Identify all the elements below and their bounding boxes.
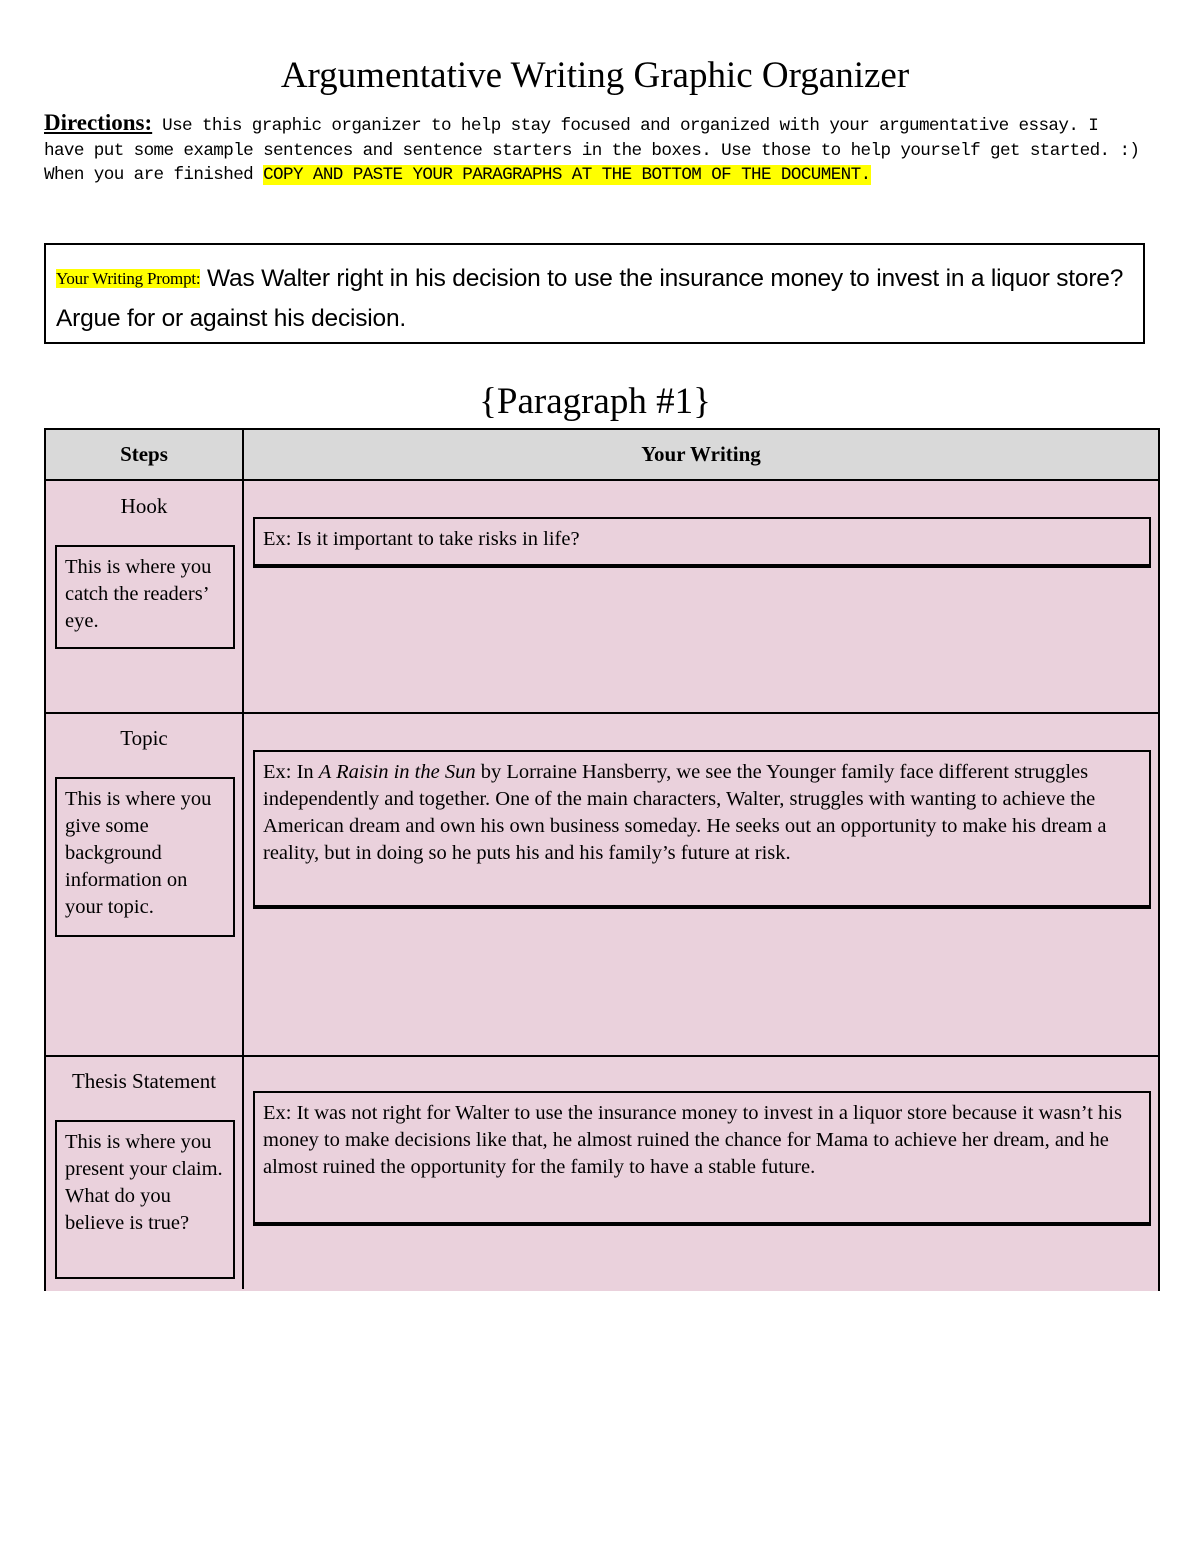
table-header-row: [46, 430, 1158, 481]
example-box-topic[interactable]: [253, 750, 1151, 907]
table-row-hook: [46, 481, 1158, 714]
header-your-writing: Your Writing: [641, 442, 761, 466]
paragraph-heading: {Paragraph #1}: [479, 381, 711, 422]
example-box-hook[interactable]: Ex: Is it important to take risks in life?: [253, 517, 1151, 566]
directions-text: Use this graphic organizer to help stay focused and organized with your argumentative essay. I have put some example sentences and sentence starters in the boxes. Use those to help yourself get started. :) When you are finished: [44, 116, 1140, 185]
step-description-topic: This is where you give some background information on your topic.: [55, 777, 235, 937]
document-title: Argumentative Writing Graphic Organizer: [280, 55, 910, 96]
example-topic-rest: by Lorraine Hansberry, we see the Younger family face different struggles independently and together. One of the main characters, Walter, struggles with wanting to achieve the American dream and own his own business someday. He seeks out an opportunity to make his dream a reality, but in doing so he puts his and his family’s future at risk.: [263, 761, 1107, 864]
writing-prompt-label: Your Writing Prompt:: [56, 269, 201, 288]
writing-prompt-box: [44, 243, 1145, 344]
writing-prompt: [56, 265, 1123, 332]
header-steps: Steps: [120, 442, 168, 466]
step-title-hook: Hook: [120, 494, 168, 518]
table-row-topic: [46, 712, 1158, 1055]
book-title: A Raisin in the Sun: [318, 761, 476, 783]
example-topic-start: Ex: In: [263, 761, 319, 783]
organizer-table: [44, 428, 1160, 1291]
step-description-thesis: This is where you present your claim. What do you believe is true?: [55, 1120, 235, 1279]
step-description-hook: This is where you catch the readers’ eye.: [55, 545, 235, 649]
table-row-thesis: [46, 1055, 1158, 1291]
directions-label: Directions:: [44, 110, 153, 135]
example-box-thesis[interactable]: Ex: It was not right for Walter to use the insurance money to invest in a liquor store because it wasn’t his money to make decisions like that, he almost ruined the chance for Mama to achieve her dream, and he almost ruined the opportunity for the family to have a stable future.: [253, 1091, 1151, 1224]
step-title-thesis: Thesis Statement: [71, 1069, 217, 1093]
directions-highlight: COPY AND PASTE YOUR PARAGRAPHS AT THE BOTTOM OF THE DOCUMENT.: [263, 165, 871, 185]
directions: [44, 111, 1144, 188]
step-title-topic: Topic: [120, 726, 168, 750]
writing-prompt-text: Was Walter right in his decision to use the insurance money to invest in a liquor store? Argue for or against his decision.: [56, 265, 1124, 332]
column-divider: [242, 430, 244, 1289]
